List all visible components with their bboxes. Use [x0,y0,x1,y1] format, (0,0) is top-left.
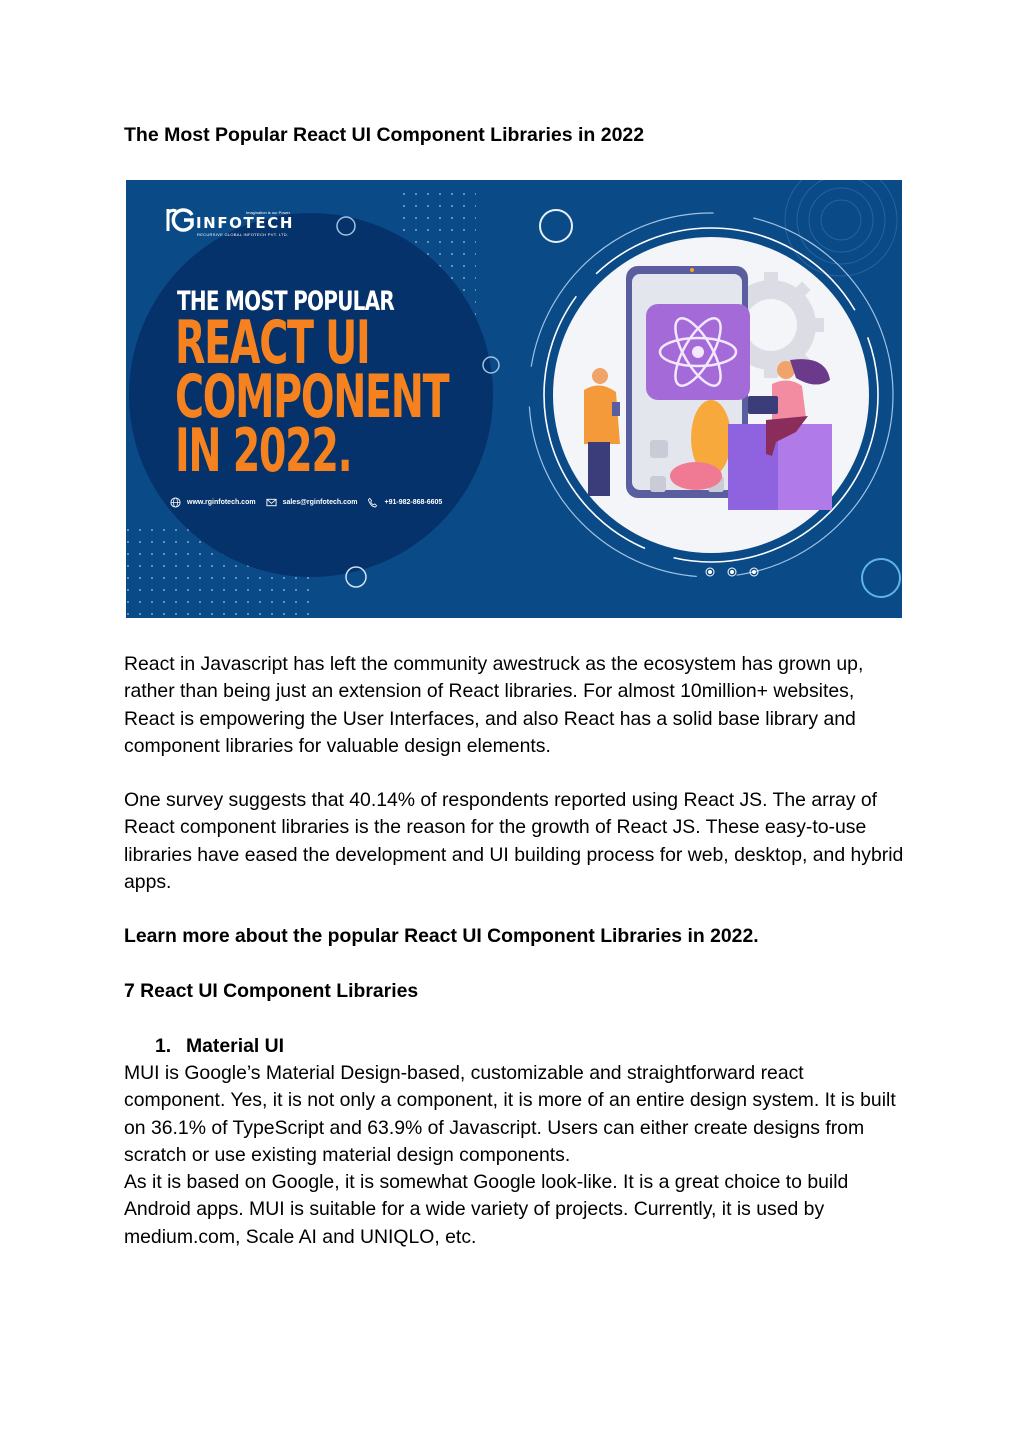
list-item [155,1033,284,1060]
section-heading: 7 React UI Component Libraries [124,980,419,1002]
ring-decoration [540,210,572,242]
banner-headline-line3: COMPONENT [175,362,449,432]
logo-icon [166,207,194,233]
banner-website: www.rginfotech.com [187,499,256,506]
paragraph-material-ui-part2: As it is based on Google, it is somewhat Google look-like. It is a great choice to build Android apps. MUI is suitable for a wide variety of projects. Currently, it is used by medium.com, Scale AI and UNIQLO, etc. [124,1171,849,1248]
banner-phone: +91-982-868-6605 [384,499,443,506]
banner-headline-line2: REACT UI [175,308,370,378]
banner-headline-line1: THE MOST POPULAR [177,286,395,317]
paragraph-material-ui [124,1060,904,1251]
carousel-dots [706,568,758,576]
globe-icon [170,497,181,508]
concentric-rings [785,180,897,276]
paragraph-material-ui-part1: MUI is Google’s Material Design-based, customizable and straightforward react component. Yes, it is not only a component, it is more of an entire design system. It is built on 36.1% of TypeScript and 63.9% of Javascript. Users can either create designs from scratch or use existing material design components. [124,1062,896,1166]
paragraph-intro: React in Javascript has left the community awestruck as the ecosystem has grown up, rather than being just an extension of React libraries. For almost 10million+ websites, React is empowering the User Interfaces, and also React has a solid base library and component libraries for valuable design elements. [124,653,864,757]
logo-brand: INFOTECH [196,214,294,232]
banner-email: sales@rginfotech.com [282,499,358,506]
logo-subtitle: RECURSIVE GLOBAL INFOTECH PVT. LTD. [197,232,289,237]
banner-contacts [170,497,442,508]
banner-image [126,180,902,618]
phone-icon [367,497,378,508]
list-item-number: 1. [155,1035,172,1057]
list-item-label: Material UI [186,1035,285,1057]
learn-more-heading: Learn more about the popular React UI Component Libraries in 2022. [124,925,759,947]
document-title: The Most Popular React UI Component Libraries in 2022 [124,124,645,146]
logo-tagline: Imagination is our Power [246,210,291,215]
paragraph-survey: One survey suggests that 40.14% of respondents reported using React JS. The array of React component libraries is the reason for the growth of React JS. These easy-to-use libraries have eased the development and UI building process for web, desktop, and hybrid apps. [124,789,904,893]
banner-headline-line4: IN 2022. [175,416,352,486]
ring-decoration [862,559,900,597]
mail-icon [266,497,277,508]
react-atom-icon [646,304,750,400]
